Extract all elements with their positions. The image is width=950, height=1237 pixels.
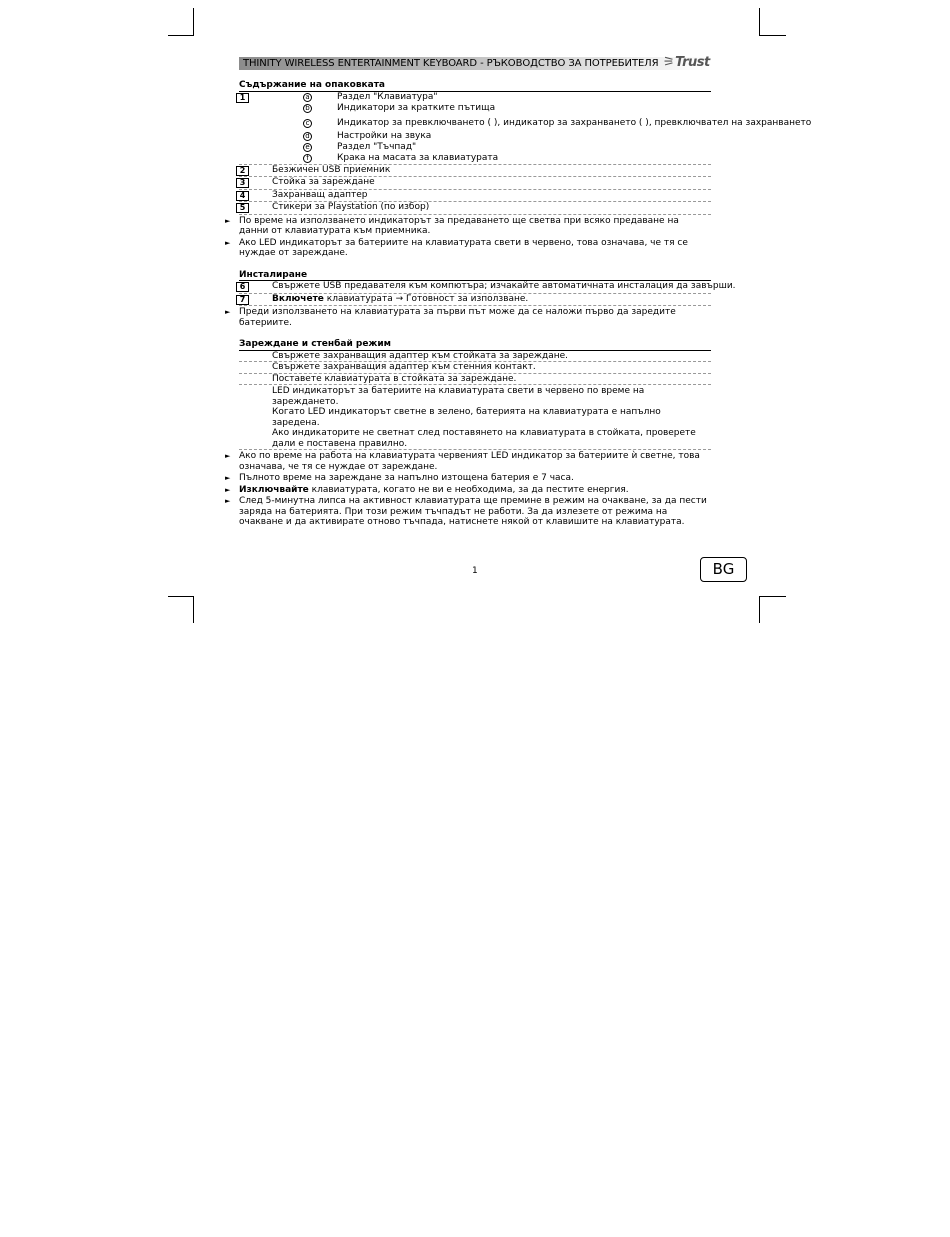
crop-mark	[168, 35, 194, 36]
note: ► Пълното време на зареждане за напълно изтощена батерия е 7 часа.	[239, 473, 711, 484]
contents-item	[239, 165, 711, 178]
item-number: 5	[236, 203, 249, 213]
section-title-charging: Зареждане и стенбай режим	[239, 339, 711, 351]
step-text: Свържете USB предавателя към компютъра; изчакайте автоматичната инсталация да завърши.	[272, 281, 736, 291]
crop-mark	[759, 35, 786, 36]
crop-mark	[193, 8, 194, 35]
charging-step	[239, 351, 711, 363]
contents-subitem	[239, 131, 711, 142]
section-title-contents: Съдържание на опаковката	[239, 80, 711, 92]
sub-letter: d	[303, 132, 312, 141]
install-step	[239, 294, 711, 307]
item-text: Стойка за зареждане	[272, 177, 375, 187]
note: ► Преди използването на клавиатурата за първи път може да се наложи първо да заредите батериите.	[239, 307, 711, 328]
sub-letter: e	[303, 143, 312, 152]
contents-subitem	[239, 142, 711, 153]
trust-logo-icon: ⚞	[663, 55, 675, 70]
page-number: 1	[472, 566, 478, 576]
sub-letter: b	[303, 104, 312, 113]
note: ► След 5-минутна липса на активност клавиатурата ще премине в режим на очакване, за да пести заряда на батерията. При този режим тъчпадът не работи. За да излезете от режима на очакване и да активирате отново тъчпада, натиснете някой от клавишите на клавиатурата.	[239, 496, 711, 528]
item-number: 4	[236, 191, 249, 201]
item-text: Безжичен USB приемник	[272, 164, 391, 175]
step-text: Свържете захранващия адаптер към стенния контакт.	[272, 362, 536, 372]
crop-mark	[168, 596, 194, 597]
charging-info	[239, 385, 711, 450]
section-title-install: Инсталиране	[239, 270, 711, 282]
trust-logo: ⚞Trust	[663, 55, 710, 70]
note: ► Ако LED индикаторът за батериите на клавиатурата свети в червено, това означава, че тя се нуждае от зареждане.	[239, 238, 711, 259]
info-text: Ако индикаторите не светнат след поставянето на клавиатурата в стойката, проверете дали е поставена правилно.	[272, 428, 696, 449]
manual-content	[239, 80, 812, 528]
info-text: Когато LED индикаторът светне в зелено, батерията на клавиатурата е напълно заредена.	[272, 407, 661, 428]
sub-text: Индикатор за превключването ( ), индикатор за захранването ( ), превключвател на захранването	[337, 118, 812, 128]
item-number: 6	[236, 282, 249, 292]
item-text: Захранващ адаптер	[272, 189, 368, 200]
note: ► Изключвайте клавиатурата, когато не ви е необходима, за да пестите енергия.	[239, 485, 711, 496]
contents-item-1	[239, 92, 711, 104]
contents-subitem	[239, 114, 812, 131]
sub-text: Крака на масата за клавиатурата	[337, 153, 499, 163]
item-number: 1	[236, 93, 249, 103]
info-text: LED индикаторът за батериите на клавиатурата свети в червено по време на зареждането.	[272, 386, 645, 407]
charging-step	[239, 362, 711, 374]
charging-step	[239, 374, 711, 386]
sub-text: Настройки на звука	[337, 131, 432, 141]
sub-text: Раздел "Клавиатура"	[337, 91, 438, 102]
sub-text: Индикатори за кратките пътища	[337, 103, 496, 113]
sub-letter: c	[303, 119, 312, 128]
sub-letter: f	[303, 154, 312, 163]
crop-mark	[759, 596, 760, 623]
language-badge: BG	[700, 557, 747, 582]
contents-item	[239, 177, 711, 190]
sub-letter: a	[303, 93, 312, 102]
document-title: THINITY WIRELESS ENTERTAINMENT KEYBOARD - РЪКОВОДСТВО ЗА ПОТРЕБИТЕЛЯ	[243, 58, 659, 69]
crop-mark	[193, 596, 194, 623]
contents-item	[239, 202, 711, 215]
crop-mark	[759, 8, 760, 35]
step-text: Поставете клавиатурата в стойката за зареждане.	[272, 373, 517, 384]
item-number: 2	[236, 166, 249, 176]
note: ► Ако по време на работа на клавиатурата червеният LED индикатор за батериите ѝ светне, това означава, че тя се нуждае от зареждане.	[239, 451, 711, 472]
crop-mark	[759, 596, 786, 597]
item-text: Стикери за Playstation (по избор)	[272, 202, 430, 212]
install-step	[239, 281, 736, 294]
contents-subitem	[239, 153, 711, 165]
contents-subitem	[239, 103, 711, 114]
item-number: 7	[236, 295, 249, 305]
step-text: Включете клавиатурата → Готовност за използване.	[272, 293, 529, 304]
item-number: 3	[236, 178, 249, 188]
step-text: Свържете захранващия адаптер към стойката за зареждане.	[272, 350, 568, 361]
sub-text: Раздел "Тъчпад"	[337, 142, 417, 152]
note: ► По време на използването индикаторът за предаването ще светва при всяко предаване на данни от клавиатурата към приемника.	[239, 216, 711, 237]
contents-item	[239, 190, 711, 203]
